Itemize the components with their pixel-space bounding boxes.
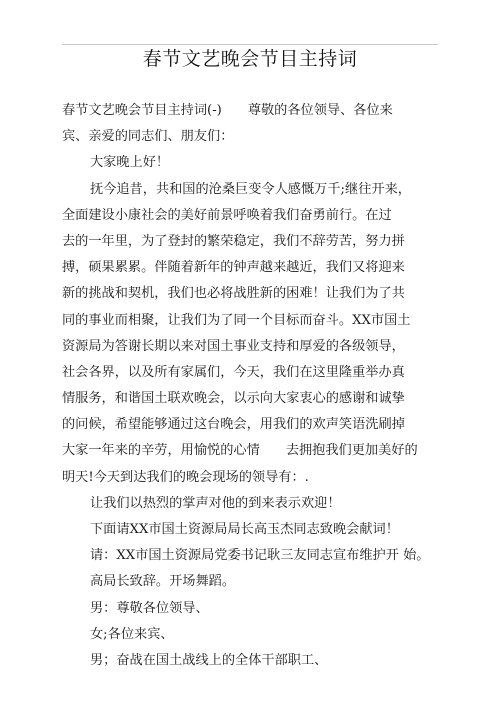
text-line [62,255,442,281]
text-segment: 大家晚上好！ [90,155,170,171]
text-line [62,308,442,334]
header-rule [62,44,438,45]
text-segment: 社会各界，以及所有家属们，今天，我们在这里隆重举办真 [62,364,405,380]
text-line [62,517,442,543]
text-line [62,281,442,307]
text-line [62,150,442,176]
text-line [62,386,442,412]
text-segment: 新的挑战和契机，我们也必将战胜新的困难！让我们为了共 [62,286,405,302]
text-segment: 去的一年里，为了登封的繁荣稳定，我们不辞劳苦，努力拼 [62,233,405,249]
text-line [62,98,442,124]
text-line [62,596,442,622]
text-line [62,622,442,648]
text-line [62,229,442,255]
text-line [62,438,442,464]
text-segment: 让我们以热烈的掌声对他的到来表示欢迎！ [90,495,341,511]
text-segment: 情服务，和谐国土联欢晚会，以示向大家衷心的感谢和诚挚 [62,391,405,407]
text-line [62,648,442,674]
text-segment: 宾、亲爱的同志们、朋友们： [62,129,234,145]
text-line [62,177,442,203]
text-segment: 尊敬的各位领导、各位来 [247,103,393,118]
text-segment: 全面建设小康社会的美好前景呼唤着我们奋勇前行。在过 [62,207,392,223]
text-line [62,203,442,229]
document-body [62,98,442,674]
text-segment: 资源局为答谢长期以来对国土事业支持和厚爱的各级领导， [62,338,405,354]
text-segment: 去拥抱我们更加美好的 [285,443,418,459]
text-segment: 春节文艺晚会节目主持词(-) [62,103,222,118]
text-segment: 高局长致辞。开场舞蹈。 [90,574,236,590]
text-segment: 大家一年来的辛劳，用愉悦的心情 [62,443,260,459]
text-line [62,360,442,386]
text-line [62,569,442,595]
text-line [62,491,442,517]
text-segment: 男：尊敬各位领导、 [90,600,209,616]
text-segment: 搏，硕果累累。伴随着新年的钟声越来越近，我们又将迎来 [62,260,405,276]
text-line [62,334,442,360]
text-line [62,124,442,150]
text-line [62,412,442,438]
text-segment: 抚今追昔，共和国的沧桑巨变令人感慨万千;继往开来， [90,181,411,197]
text-segment: 同的事业而相聚，让我们为了同一个目标而奋斗。XX市国土 [62,312,411,328]
text-line [62,465,442,491]
text-segment: 下面请XX市国土资源局局长高玉杰同志致晚会献词！ [90,522,399,537]
text-segment: 明天!今天到达我们的晚会现场的领导有：. [62,469,309,485]
text-segment: 请：XX市国土资源局党委书记耿三友同志宣布维护开 始。 [90,548,430,564]
text-segment: 男；奋战在国土战线上的全体干部职工、 [90,652,328,668]
text-segment: 女;各位来宾、 [90,626,174,642]
text-segment: 的问候，希望能够通过这台晚会，用我们的欢声笑语洗刷掉 [62,417,405,433]
text-line [62,543,442,569]
document-title: 春节文艺晚会节目主持词 [142,48,358,70]
